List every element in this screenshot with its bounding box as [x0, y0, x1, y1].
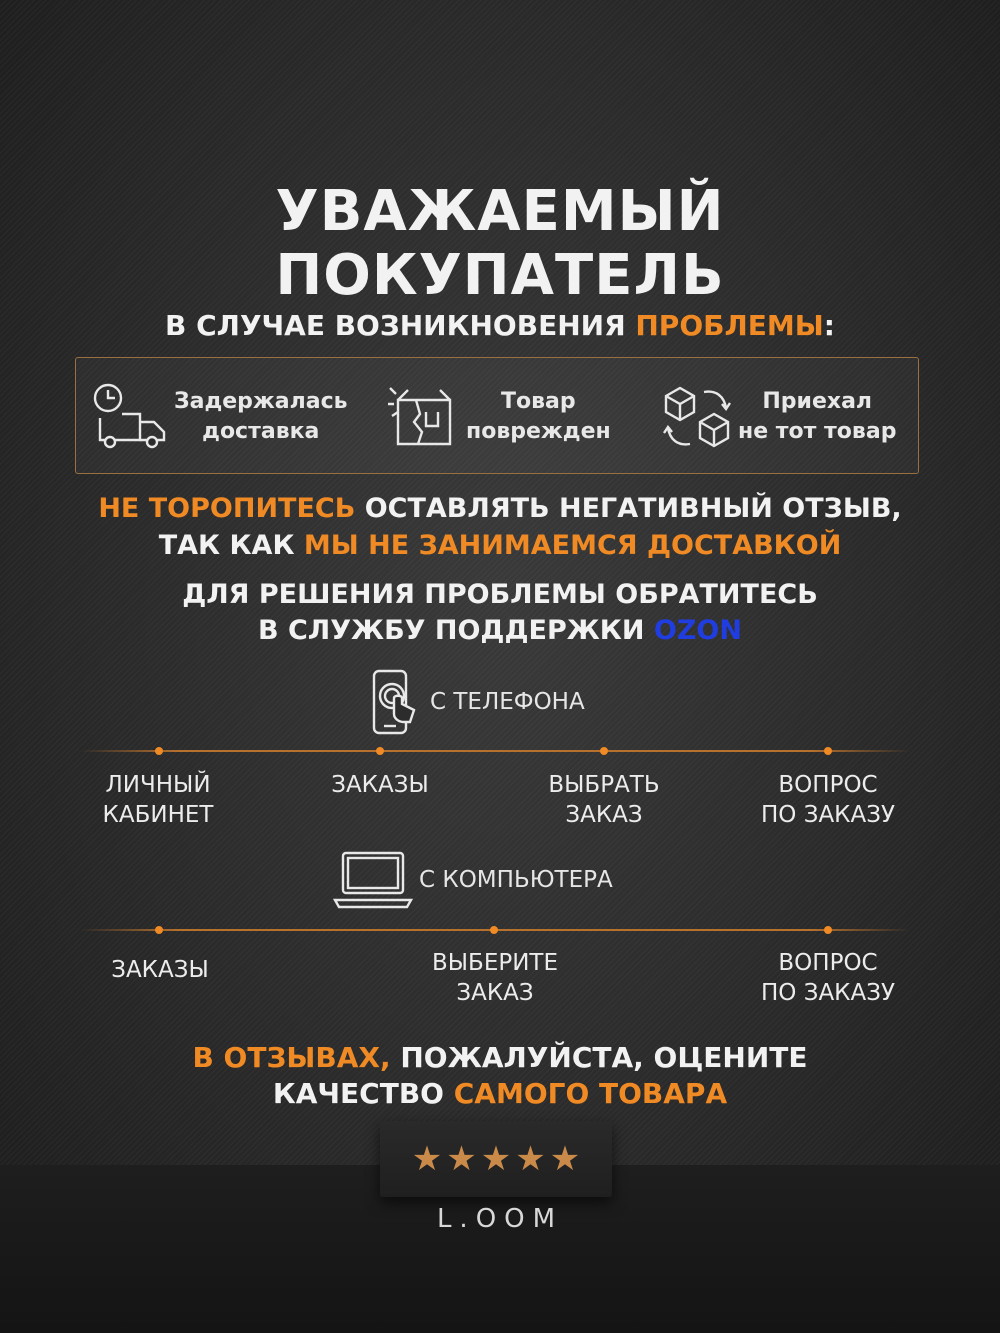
problem-text — [738, 387, 896, 447]
laptop-icon — [333, 850, 413, 910]
problem-line-2: доставка — [202, 418, 320, 444]
star-icon: ★ — [411, 1139, 443, 1179]
phone-step-1 — [58, 770, 258, 830]
subtitle — [0, 308, 1000, 344]
problems-box — [75, 357, 919, 474]
delivery-truck-clock-icon — [90, 382, 168, 452]
rating-request — [0, 1040, 1000, 1112]
step-line-1: ВОПРОС — [778, 772, 878, 798]
computer-step-3 — [728, 948, 928, 1008]
step-line-1: ВОПРОС — [778, 950, 878, 976]
support-line-1: ДЛЯ РЕШЕНИЯ ПРОБЛЕМЫ ОБРАТИТЕСЬ — [182, 579, 818, 610]
subtitle-prefix: В СЛУЧАЕ ВОЗНИКНОВЕНИЯ — [165, 309, 636, 342]
rating-text-1: ПОЖАЛУЙСТА, ОЦЕНИТЕ — [390, 1041, 808, 1074]
support-line-2: В СЛУЖБУ ПОДДЕРЖКИ — [258, 615, 654, 646]
swap-boxes-icon — [660, 382, 736, 452]
rating-text-2: КАЧЕСТВО — [272, 1077, 454, 1110]
step-line-2: ЗАКАЗ — [565, 802, 643, 828]
computer-section-label: С КОМПЬЮТЕРА — [419, 867, 613, 893]
phone-step-3 — [504, 770, 704, 830]
timeline-dot — [824, 747, 832, 755]
step-line-1: ВЫБРАТЬ — [548, 772, 660, 798]
step-line-1: ЗАКАЗЫ — [331, 772, 429, 798]
star-icon: ★ — [549, 1139, 581, 1179]
smartphone-tap-icon — [370, 668, 416, 736]
subtitle-highlight: ПРОБЛЕМЫ — [635, 309, 824, 342]
star-icon: ★ — [480, 1139, 512, 1179]
timeline-dot — [600, 747, 608, 755]
step-line-1: ЗАКАЗЫ — [111, 957, 209, 983]
timeline-dot — [155, 926, 163, 934]
phone-timeline — [80, 750, 910, 752]
warning-highlight-2: МЫ НЕ ЗАНИМАЕМСЯ ДОСТАВКОЙ — [303, 530, 842, 561]
title-line-2: ПОКУПАТЕЛЬ — [275, 243, 725, 308]
warning-highlight-1: НЕ ТОРОПИТЕСЬ — [98, 493, 356, 524]
problem-damaged-item — [386, 358, 611, 475]
step-line-2: ЗАКАЗ — [456, 980, 534, 1006]
warning-text-2: ТАК КАК — [158, 530, 304, 561]
ozon-brand: OZON — [653, 615, 742, 646]
computer-section-header — [333, 850, 613, 910]
problem-line-1: Приехал — [762, 388, 873, 414]
title-line-1: УВАЖАЕМЫЙ — [275, 179, 725, 244]
rating-highlight-1: В ОТЗЫВАХ, — [192, 1041, 391, 1074]
problem-line-1: Задержалась — [174, 388, 348, 414]
rating-highlight-2: САМОГО ТОВАРА — [453, 1077, 728, 1110]
subtitle-suffix: : — [823, 309, 835, 342]
problem-line-1: Товар — [501, 388, 576, 414]
step-line-1: ЛИЧНЫЙ — [105, 772, 211, 798]
computer-step-1 — [60, 955, 260, 985]
phone-section-header — [370, 668, 585, 736]
step-line-2: КАБИНЕТ — [102, 802, 214, 828]
warning-text-1: ОСТАВЛЯТЬ НЕГАТИВНЫЙ ОТЗЫВ, — [355, 493, 902, 524]
computer-step-2 — [395, 948, 595, 1008]
problem-line-2: поврежден — [466, 418, 611, 444]
damaged-box-icon — [386, 382, 460, 452]
timeline-dot — [155, 747, 163, 755]
timeline-dot — [824, 926, 832, 934]
step-line-2: ПО ЗАКАЗУ — [760, 980, 895, 1006]
support-text — [0, 577, 1000, 649]
timeline-dot — [490, 926, 498, 934]
problem-line-2: не тот товар — [738, 418, 897, 444]
page-title — [0, 180, 1000, 308]
phone-step-2 — [280, 770, 480, 800]
problem-delayed-delivery — [90, 358, 348, 475]
star-icon: ★ — [446, 1139, 477, 1179]
phone-step-4 — [728, 770, 928, 830]
star-icon: ★ — [515, 1139, 546, 1179]
problem-wrong-item — [660, 358, 896, 475]
phone-section-label: С ТЕЛЕФОНА — [430, 689, 585, 715]
problem-text — [174, 387, 348, 447]
problem-text — [466, 387, 611, 447]
warning-text — [0, 490, 1000, 564]
rating-stars — [380, 1121, 612, 1197]
brand-logo: L.OOM — [436, 1204, 564, 1234]
step-line-2: ПО ЗАКАЗУ — [760, 802, 895, 828]
timeline-dot — [376, 747, 384, 755]
step-line-1: ВЫБЕРИТЕ — [431, 950, 559, 976]
